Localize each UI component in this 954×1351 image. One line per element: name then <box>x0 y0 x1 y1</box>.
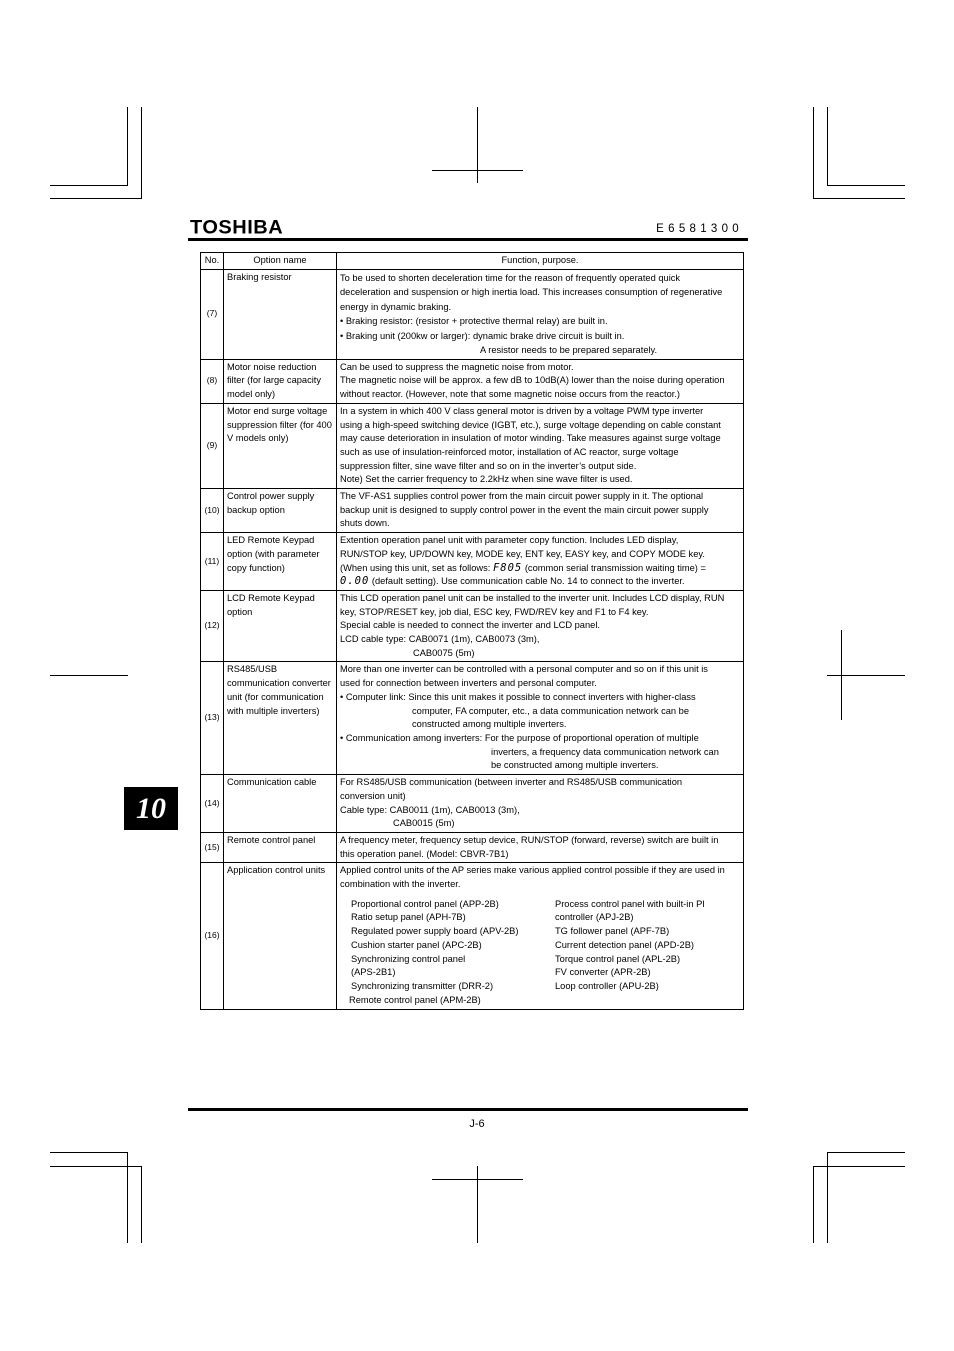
text-line: may cause deterioration in insulation of motor winding. Take measures against surge voltage <box>340 433 721 444</box>
text-line: Note) Set the carrier frequency to 2.2kHz when sine wave filter is used. <box>340 474 633 485</box>
row-number: (15) <box>201 832 224 862</box>
list-item: Torque control panel (APL-2B) <box>555 953 681 964</box>
list-item: Proportional control panel (APP-2B) <box>351 898 499 909</box>
row-number: (11) <box>201 533 224 591</box>
chapter-tab: 10 <box>124 787 178 830</box>
crop-mark <box>127 1152 128 1243</box>
text-line <box>340 562 740 576</box>
text-line: key, STOP/RESET key, job dial, ESC key, FWD/REV key and F1 to F4 key. <box>340 606 649 617</box>
text-line: computer, FA computer, etc., a data communication network can be <box>412 705 689 716</box>
text-line: A resistor needs to be prepared separately. <box>480 345 658 356</box>
option-name: Braking resistor <box>224 269 337 359</box>
list-item: (APS-2B1) <box>351 967 396 978</box>
text-line: CAB0015 (5m) <box>393 818 455 829</box>
option-name: Motor end surge voltage suppression filter (for 400 V models only) <box>224 403 337 488</box>
crop-mark <box>813 1166 814 1243</box>
row-number: (14) <box>201 775 224 833</box>
text-line: More than one inverter can be controlled with a personal computer and so on if this unit is <box>340 664 708 675</box>
list-item: TG follower panel (APF-7B) <box>555 926 670 937</box>
option-name: Motor noise reduction filter (for large capacity model only) <box>224 359 337 403</box>
brand-logo: TOSHIBA <box>190 217 284 239</box>
text-fragment: (default setting). Use communication cable No. 14 to connect to the inverter. <box>369 576 685 587</box>
list-item: Synchronizing transmitter (DRR-2) <box>351 980 494 991</box>
option-name: LCD Remote Keypad option <box>224 590 337 662</box>
crop-mark <box>141 1166 142 1243</box>
row-number: (16) <box>201 863 224 1010</box>
crop-mark <box>827 107 828 186</box>
text-line: LCD cable type: CAB0071 (1m), CAB0073 (3m), <box>340 634 540 645</box>
application-units-left <box>351 898 555 994</box>
crop-mark <box>813 198 905 199</box>
list-item: Current detection panel (APD-2B) <box>555 939 695 950</box>
text-line: backup unit is designed to supply control power in the event the main circuit power supply <box>340 504 709 515</box>
text-line: conversion unit) <box>340 790 406 801</box>
text-line: constructed among multiple inverters. <box>412 719 567 730</box>
text-line: Can be used to suppress the magnetic noise from motor. <box>340 361 574 372</box>
text-line: CAB0075 (5m) <box>413 647 475 658</box>
list-item: Regulated power supply board (APV-2B) <box>351 926 519 937</box>
option-name: Remote control panel <box>224 832 337 862</box>
text-line: The magnetic noise will be approx. a few dB to 10dB(A) lower than the noise during operation <box>340 375 725 386</box>
table-row <box>201 662 744 775</box>
list-item: Process control panel with built-in PI <box>555 898 705 909</box>
crop-mark <box>827 1152 905 1153</box>
text-line: used for connection between inverters and personal computer. <box>340 678 597 689</box>
text-line: • Computer link: Since this unit makes it possible to connect inverters with higher-class <box>340 691 696 702</box>
text-line: • Communication among inverters: For the purpose of proportional operation of multiple <box>340 732 699 743</box>
crop-mark <box>477 107 478 183</box>
footer-rule <box>188 1108 748 1111</box>
option-name: Communication cable <box>224 775 337 833</box>
row-number: (8) <box>201 359 224 403</box>
option-name: RS485/USB communication converter unit (for communication with multiple inverters) <box>224 662 337 775</box>
crop-mark <box>827 675 905 676</box>
text-line: such as use of insulation-reinforced motor, installation of AC reactor, surge voltage <box>340 446 679 457</box>
header-rule <box>188 238 748 241</box>
crop-mark <box>50 185 128 186</box>
option-name: LED Remote Keypad option (with parameter copy function) <box>224 533 337 591</box>
text-line: To be used to shorten deceleration time for the reason of frequently operated quick <box>340 272 681 283</box>
crop-mark <box>127 107 128 186</box>
list-item: Synchronizing control panel <box>351 953 466 964</box>
crop-mark <box>50 1166 142 1167</box>
table-row <box>201 590 744 662</box>
table-row <box>201 359 744 403</box>
table-row <box>201 269 744 359</box>
text-line: energy in dynamic braking. <box>340 301 452 312</box>
crop-mark <box>50 198 142 199</box>
text-line: • Braking unit (200kw or larger): dynamic brake drive circuit is built in. <box>340 330 625 341</box>
text-line: Special cable is needed to connect the inverter and LCD panel. <box>340 620 600 631</box>
option-name: Control power supply backup option <box>224 489 337 533</box>
option-function <box>337 662 744 775</box>
crop-mark <box>841 630 842 720</box>
column-header-function: Function, purpose. <box>337 253 744 270</box>
text-line: combination with the inverter. <box>340 879 461 890</box>
table-row <box>201 775 744 833</box>
table-row <box>201 403 744 488</box>
crop-mark <box>827 1152 828 1243</box>
row-number: (13) <box>201 662 224 775</box>
crop-mark <box>50 1152 128 1153</box>
option-name: Application control units <box>224 863 337 1010</box>
text-line: RUN/STOP key, UP/DOWN key, MODE key, ENT key, EASY key, and COPY MODE key. <box>340 548 705 559</box>
table-row <box>201 832 744 862</box>
application-units-list <box>340 898 740 994</box>
text-line: The VF-AS1 supplies control power from the main circuit power supply in it. The optional <box>340 491 704 502</box>
application-units-right <box>555 898 740 994</box>
text-line: shuts down. <box>340 518 390 529</box>
row-number: (12) <box>201 590 224 662</box>
options-table <box>200 252 744 1010</box>
text-line <box>340 575 740 589</box>
list-item: Loop controller (APU-2B) <box>555 980 659 991</box>
list-item: Remote control panel (APM-2B) <box>349 994 481 1005</box>
text-line: • Braking resistor: (resistor + protective thermal relay) are built in. <box>340 316 608 327</box>
crop-mark <box>50 675 128 676</box>
row-number: (9) <box>201 403 224 488</box>
list-item: Cushion starter panel (APC-2B) <box>351 939 482 950</box>
page-number: J-6 <box>469 1118 485 1130</box>
text-line: this operation panel. (Model: CBVR-7B1) <box>340 848 509 859</box>
list-item: Ratio setup panel (APH-7B) <box>351 912 466 923</box>
option-function <box>337 863 744 1010</box>
crop-mark <box>827 185 905 186</box>
text-fragment: (When using this unit, set as follows: <box>340 562 493 573</box>
text-line: A frequency meter, frequency setup device, RUN/STOP (forward, reverse) switch are built in <box>340 834 719 845</box>
column-header-no: No. <box>201 253 224 270</box>
table-row <box>201 489 744 533</box>
option-function <box>337 590 744 662</box>
text-line: without reactor. (However, note that some magnetic noise occurs from the reactor.) <box>340 389 681 400</box>
parameter-code: F805 <box>492 561 523 574</box>
option-function <box>337 832 744 862</box>
crop-mark <box>813 107 814 199</box>
option-function <box>337 775 744 833</box>
option-function <box>337 533 744 591</box>
row-number: (7) <box>201 269 224 359</box>
text-line: using a high-speed switching device (IGBT, etc.), surge voltage depending on cable constant <box>340 419 721 430</box>
text-line: inverters, a frequency data communication network can <box>491 746 719 757</box>
option-function <box>337 489 744 533</box>
text-line: Applied control units of the AP series make various applied control possible if they are used in <box>340 865 725 876</box>
table-row <box>201 863 744 1010</box>
text-line: For RS485/USB communication (between inverter and RS485/USB communication <box>340 777 683 788</box>
crop-mark <box>141 107 142 199</box>
crop-mark <box>477 1166 478 1243</box>
text-line: suppression filter, sine wave filter and so on in the inverter’s output side. <box>340 460 637 471</box>
parameter-value: 0.00 <box>340 575 370 588</box>
option-function <box>337 403 744 488</box>
text-line: Cable type: CAB0011 (1m), CAB0013 (3m), <box>340 804 520 815</box>
document-number: E6581300 <box>656 223 743 235</box>
table-header-row <box>201 253 744 270</box>
table-row <box>201 533 744 591</box>
column-header-option-name: Option name <box>224 253 337 270</box>
text-line: This LCD operation panel unit can be installed to the inverter unit. Includes LCD display, RUN <box>340 592 725 603</box>
row-number: (10) <box>201 489 224 533</box>
text-line: be constructed among multiple inverters. <box>491 760 659 771</box>
option-function <box>337 269 744 359</box>
list-item: controller (APJ-2B) <box>555 912 634 923</box>
text-line: deceleration and suspension or high inertia load. This increases consumption of regenerative <box>340 287 723 298</box>
text-line: Extention operation panel unit with parameter copy function. Includes LED display, <box>340 535 679 546</box>
text-line: In a system in which 400 V class general motor is driven by a voltage PWM type inverter <box>340 405 704 416</box>
list-item: FV converter (APR-2B) <box>555 967 651 978</box>
option-function <box>337 359 744 403</box>
text-fragment: (common serial transmission waiting time) = <box>522 562 706 573</box>
